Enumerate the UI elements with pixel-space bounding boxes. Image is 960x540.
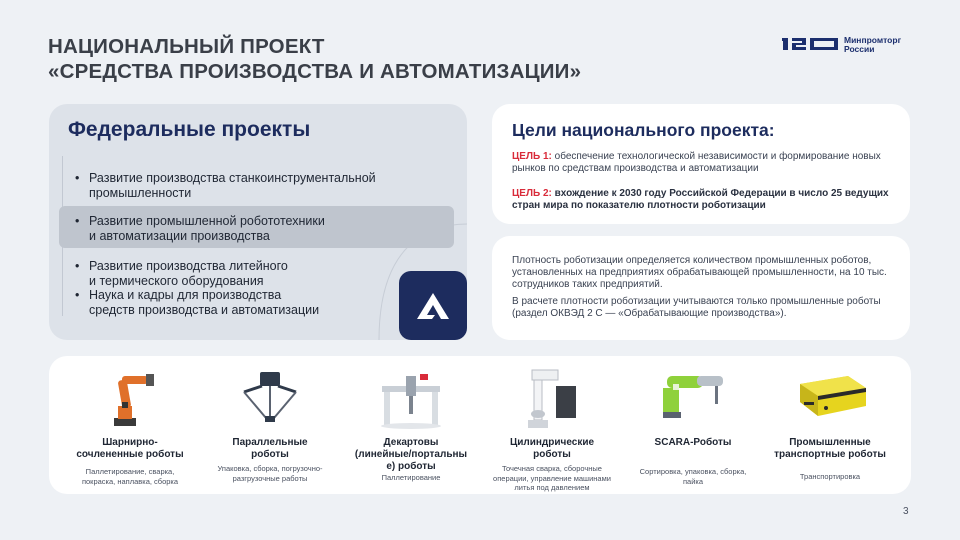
ministry-logo <box>782 34 932 56</box>
page-number: 3 <box>903 506 909 517</box>
robot-card-scara <box>627 356 759 494</box>
federal-item-highlighted <box>75 214 325 244</box>
federal-item-line2: и автоматизации производства <box>89 229 270 243</box>
ministry-line1: Минпромторг <box>844 35 902 45</box>
goal-2 <box>512 188 902 212</box>
robot-name: Параллельные роботы <box>232 437 308 460</box>
robot-name: Промышленные транспортные роботы <box>774 437 886 460</box>
robot-card-articulated <box>64 356 196 494</box>
goal-1-tag: ЦЕЛЬ 1: <box>512 151 552 162</box>
delta-robot-icon <box>238 366 302 430</box>
robot-description: Точечная сварка, сборочные операции, управление машинами литья под давлением <box>493 464 611 492</box>
goals-card <box>492 104 910 224</box>
density-paragraph-2: В расчете плотности роботизации учитываются только промышленные роботы (раздел ОКВЭД 2 С — «Обрабатывающие производства»). <box>512 296 881 319</box>
robot-description: Сортировка, упаковка, сборка, пайка <box>639 467 747 486</box>
robot-types-panel <box>49 356 911 494</box>
gantry-robot-icon <box>376 366 446 430</box>
transport-robot-icon <box>790 366 870 422</box>
bullet: • <box>75 288 80 302</box>
federal-item-line1: Развитие промышленной робототехники <box>89 214 325 228</box>
federal-item <box>75 171 376 201</box>
goal-2-tag: ЦЕЛЬ 2: <box>512 188 552 199</box>
ministry-name <box>844 36 901 54</box>
robot-description: Паллетирование <box>381 473 441 482</box>
federal-item-line2: промышленности <box>89 186 192 200</box>
project-logo-tile <box>399 271 467 340</box>
ministry-line2: России <box>844 44 875 54</box>
page-title <box>48 34 581 84</box>
federal-item-line2: средств производства и автоматизации <box>89 303 320 317</box>
federal-item <box>75 288 319 318</box>
robot-description: Упаковка, сборка, погрузочно-разгрузочные работы <box>217 464 323 483</box>
robot-card-cartesian <box>345 356 477 494</box>
bullet: • <box>75 259 80 273</box>
articulated-robot-icon <box>100 366 160 430</box>
page-title-line2: «СРЕДСТВА ПРОИЗВОДСТВА И АВТОМАТИЗАЦИИ» <box>48 60 582 83</box>
robot-description: Паллетирование, сварка, покраска, наплавка, сборка <box>81 467 179 486</box>
bullet: • <box>75 214 80 228</box>
triangle-logo-icon <box>415 291 451 321</box>
scara-robot-icon <box>657 366 729 426</box>
goal-1-text: обеспечение технологической независимости и формирование новых рынков по средствам производства и автоматизации <box>512 151 881 174</box>
robot-card-transport <box>764 356 896 494</box>
federal-projects-title: Федеральные проекты <box>68 118 311 141</box>
robot-name: Цилиндрические роботы <box>509 437 595 460</box>
robot-card-cylindrical <box>486 356 618 494</box>
goal-2-text: вхождение к 2030 году Российской Федерации в число 25 ведущих стран мира по показателю плотности роботизации <box>512 188 889 211</box>
goals-title: Цели национального проекта: <box>512 120 775 140</box>
robot-description: Транспортировка <box>799 472 861 481</box>
robot-name: Шарнирно- сочлененные роботы <box>76 437 184 460</box>
federal-item-line1: Развитие производства литейного <box>89 259 288 273</box>
robot-name: Декартовы (линейные/портальны е) роботы <box>354 437 468 472</box>
page-title-line1: НАЦИОНАЛЬНЫЙ ПРОЕКТ <box>48 35 325 58</box>
robot-card-parallel <box>204 356 336 494</box>
bullet: • <box>75 171 80 185</box>
logo-120-icon <box>782 36 840 52</box>
federal-item-line1: Наука и кадры для производства <box>89 288 282 302</box>
federal-item-line2: и термического оборудования <box>89 274 264 288</box>
federal-item-line1: Развитие производства станкоинструментальной <box>89 171 376 185</box>
federal-item <box>75 259 288 289</box>
robot-name: SCARA-Роботы <box>654 437 732 448</box>
density-paragraph-1: Плотность роботизации определяется количеством промышленных роботов, установленных на предприятиях обрабатывающей промышленности, на 10 тыс. сотрудников таких предприятий. <box>512 255 887 290</box>
robot-density-card <box>492 236 910 340</box>
cylindrical-robot-icon <box>520 366 584 432</box>
goal-1 <box>512 151 902 175</box>
